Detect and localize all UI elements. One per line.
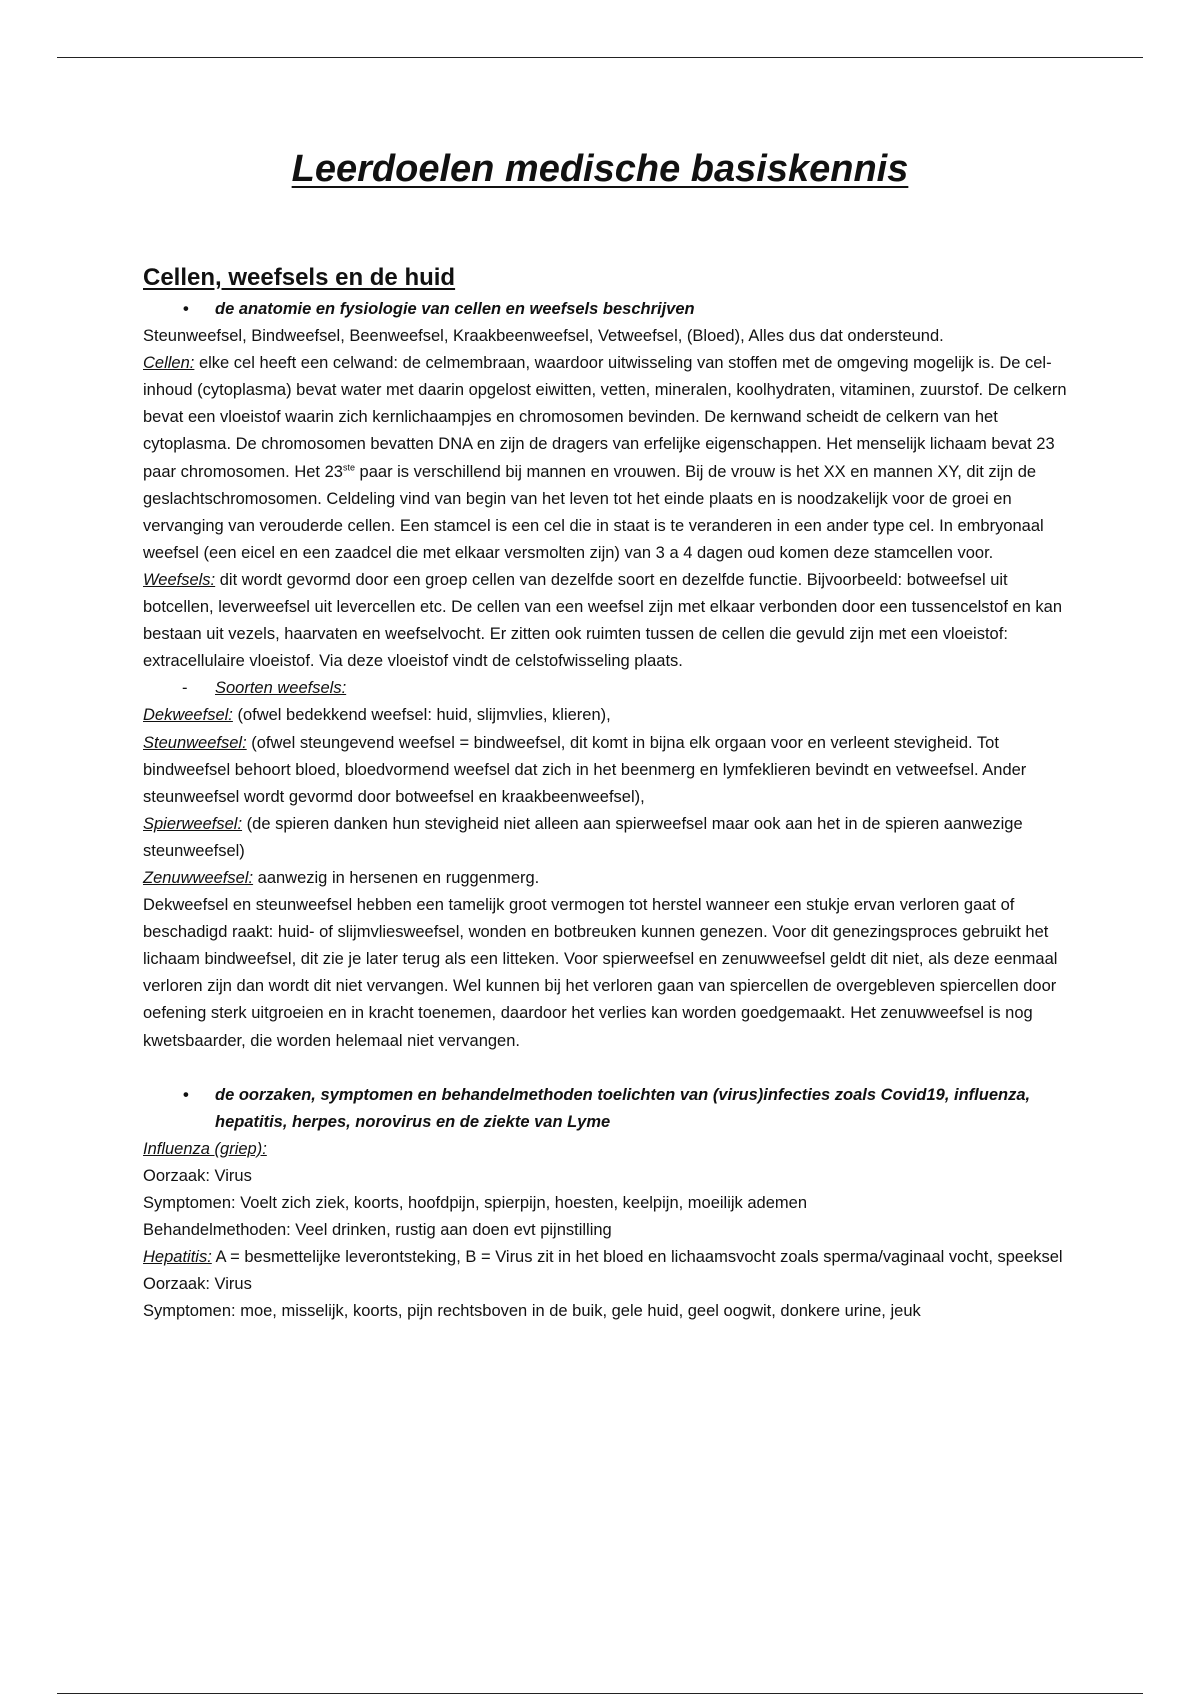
- cellen-text-a: elke cel heeft een celwand: de celmembraan, waardoor uitwisseling van stoffen met de omgeving mogelijk is. De cel-inhoud (cytoplasma) bevat water met daarin opgelost eiwitten, vetten, mineralen, koolhydraten, vitaminen, zuurstof. De celkern bevat een vloeistof waarin zich kernlichaampjes en chromosomen bevinden. De kernwand scheidt de celkern van het cytoplasma. De chromosomen bevatten DNA en zijn de dragers van erfelijke eigenschappen. Het menselijk lichaam bevat 23 paar chromosomen. Het 23: [143, 354, 1067, 481]
- influenza-symptomen: Symptomen: Voelt zich ziek, koorts, hoofdpijn, spierpijn, hoesten, keelpijn, moeilijk ademen: [143, 1194, 808, 1212]
- weefsels-text: dit wordt gevormd door een groep cellen van dezelfde soort en dezelfde functie. Bijvoorbeeld: botweefsel uit botcellen, leverweefsel uit levercellen etc. De cellen van een weefsel zijn met elkaar verbonden door een tussencelstof en kan bestaan uit vezels, haarvaten en weefselvocht. Er zitten ook ruimten tussen de cellen die gevuld zijn met een vloeistof: extracellulaire vloeistof. Via deze vloeistof vindt de celstofwisseling plaats.: [143, 570, 1063, 671]
- steunweefsel-term: Steunweefsel:: [143, 733, 247, 752]
- hepatitis-text: A = besmettelijke leverontsteking, B = Virus zit in het bloed en lichaamsvocht zoals sperma/vaginaal vocht, speeksel: [211, 1248, 1063, 1267]
- influenza-oorzaak: Oorzaak: Virus: [143, 1166, 252, 1185]
- bottom-rule: [57, 1693, 1143, 1694]
- cellen-paragraph: [143, 350, 1068, 567]
- zenuwweefsel-text: aanwezig in hersenen en ruggenmerg.: [253, 868, 540, 887]
- influenza-term: Influenza (griep):: [143, 1139, 267, 1158]
- cellen-text-b: paar is verschillend bij mannen en vrouwen. Bij de vrouw is het XX en mannen XY, dit zijn de geslachtschromosomen. Celdeling vind van begin van het leven tot het einde plaats en is noodzakelijk voor de groei en vervanging van verouderde cellen. Een stamcel is een cel die in staat is te veranderen in een ander type cel. In embryonaal weefsel (een eicel en een zaadcel die met elkaar versmolten zijn) van 3 a 4 dagen oud komen deze stamcellen voor.: [143, 462, 1044, 562]
- intro-paragraph: Steunweefsel, Bindweefsel, Beenweefsel, Kraakbeenweefsel, Vetweefsel, (Bloed), Alles dus dat ondersteund.: [143, 327, 944, 346]
- zenuwweefsel-paragraph: [143, 865, 1068, 892]
- spierweefsel-paragraph: [143, 811, 1068, 865]
- top-rule: [57, 57, 1143, 58]
- zenuwweefsel-term: Zenuwweefsel:: [143, 868, 254, 887]
- spierweefsel-term: Spierweefsel:: [143, 814, 243, 833]
- soorten-label: Soorten weefsels:: [215, 679, 347, 698]
- dekweefsel-text: (ofwel bedekkend weefsel: huid, slijmvlies, klieren),: [232, 706, 611, 725]
- spierweefsel-text: (de spieren danken hun stevigheid niet alleen aan spierweefsel maar ook aan het in de spieren aanwezige steunweefsel): [143, 814, 1023, 860]
- hepatitis-oorzaak: Oorzaak: Virus: [143, 1275, 252, 1294]
- influenza-heading: [143, 1136, 1068, 1163]
- document-title: Leerdoelen medische basiskennis: [291, 148, 909, 190]
- soorten-weefsels-item: [143, 675, 1068, 702]
- cellen-sup: ste: [342, 462, 355, 473]
- hepatitis-paragraph: [143, 1244, 1068, 1271]
- cellen-term: Cellen:: [143, 354, 195, 373]
- hepatitis-term: Hepatitis:: [143, 1248, 212, 1267]
- weefsels-paragraph: [143, 567, 1068, 675]
- dekweefsel-term: Dekweefsel:: [143, 706, 233, 725]
- herstel-paragraph: Dekweefsel en steunweefsel hebben een tamelijk groot vermogen tot herstel wanneer een stukje ervan verloren gaat of beschadigd raakt: huid- of slijmvliesweefsel, wonden en botbreuken kunnen genezen. Voor dit genezingsproces gebruikt het lichaam bindweefsel, dit zie je later terug als een litteken. Voor spierweefsel en zenuwweefsel geldt dit niet, als deze eenmaal verloren zijn dan wordt dit niet vervangen. Wel kunnen bij het verloren gaan van spiercellen de overgebleven spiercellen door oefening sterk uitgroeien en in kracht toenemen, daardoor het verlies kan worden goedgemaakt. Het zenuwweefsel is nog kwetsbaarder, die worden helemaal niet vervangen.: [143, 896, 1058, 1050]
- section-heading: Cellen, weefsels en de huid: [143, 264, 456, 291]
- learning-goal-2: • de oorzaken, symptomen en behandelmethoden toelichten van (virus)infecties zoals Covid19, influenza, hepatitis, herpes, norovirus en de ziekte van Lyme: [143, 1082, 1068, 1136]
- dekweefsel-paragraph: [143, 702, 1068, 729]
- influenza-behandel: Behandelmethoden: Veel drinken, rustig aan doen evt pijnstilling: [143, 1221, 612, 1240]
- weefsels-term: Weefsels:: [143, 570, 216, 589]
- steunweefsel-paragraph: [143, 730, 1068, 811]
- spacer: [143, 1055, 1068, 1082]
- learning-goal-1: • de anatomie en fysiologie van cellen en weefsels beschrijven: [143, 296, 1068, 323]
- document-body: [143, 262, 1068, 1325]
- steunweefsel-text: (ofwel steungevend weefsel = bindweefsel, dit komt in bijna elk orgaan voor en verleent stevigheid. Tot bindweefsel behoort bloed, bloedvormend weefsel dat zich in het beenmerg en lymfeklieren bevindt en vetweefsel. Ander steunweefsel wordt gevormd door botweefsel en kraakbeenweefsel),: [143, 733, 1027, 806]
- hepatitis-symptomen: Symptomen: moe, misselijk, koorts, pijn rechtsboven in de buik, gele huid, geel oogwit, donkere urine, jeuk: [143, 1302, 921, 1321]
